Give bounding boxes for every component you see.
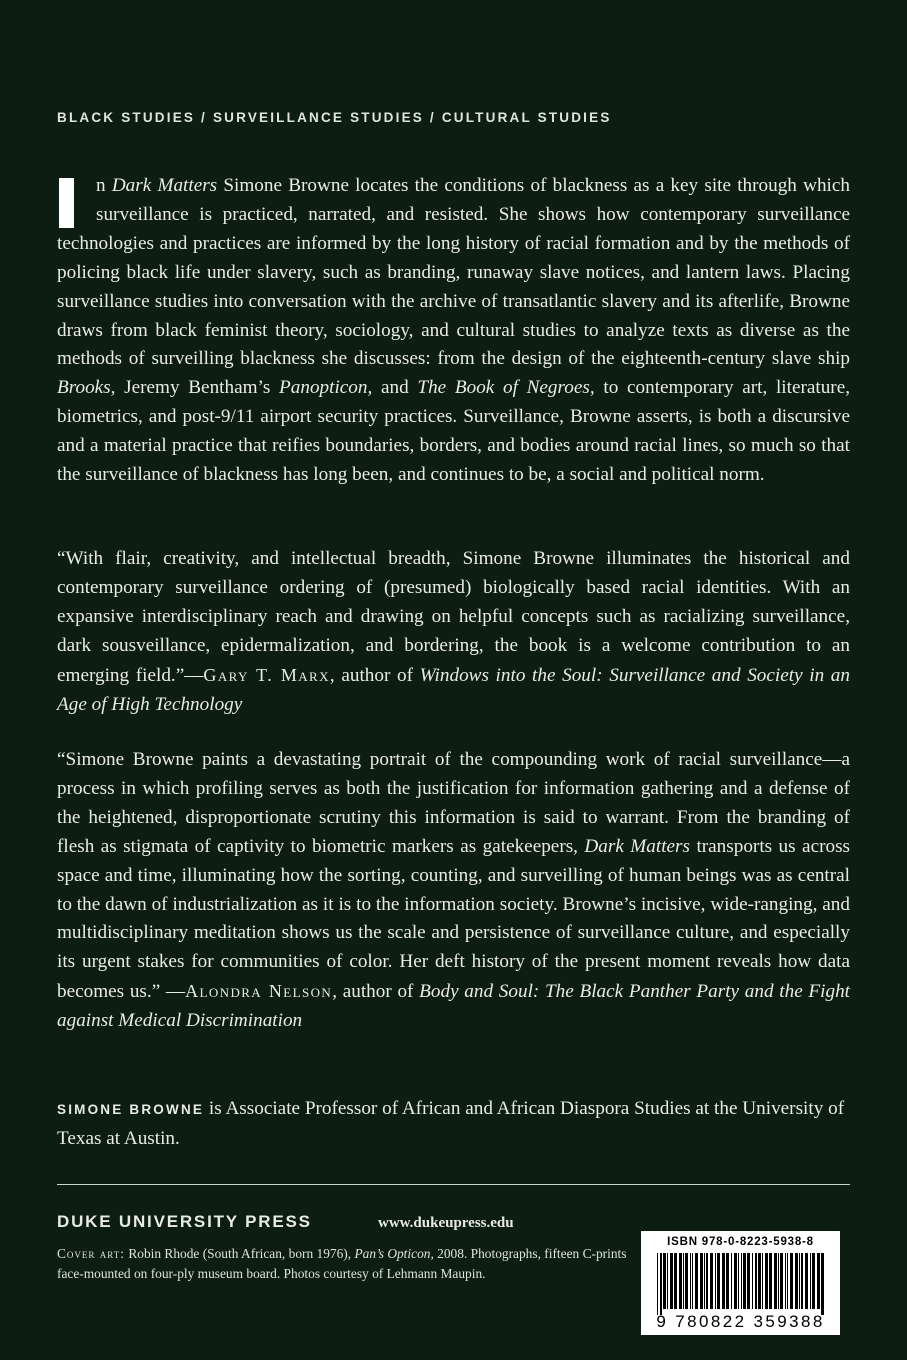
barcode-bar: [762, 1253, 763, 1309]
barcode-bar: [765, 1253, 768, 1309]
blurb-author: Alondra Nelson: [185, 981, 333, 1002]
cover-art-credit: [57, 1244, 637, 1283]
barcode-bar: [743, 1253, 746, 1309]
barcode-bar: [785, 1253, 786, 1309]
blurb-author: Gary T. Marx: [203, 664, 330, 685]
barcode-bar: [690, 1253, 691, 1309]
barcode-bar: [778, 1253, 779, 1309]
divider-rule: [57, 1184, 850, 1185]
barcode-bar: [799, 1253, 800, 1309]
barcode-bar: [663, 1253, 666, 1309]
desc-text: Simone Browne locates the conditions of blackness as a key site through which surveillance is practiced, narrated, and resisted. She shows how contemporary surveillance technologies and practices are informed by the long history of racial formation and by the methods of policing black life under slavery, such as branding, runaway slave notices, and lantern laws. Placing surveillance studies into conversation with the archive of transatlantic slavery and its afterlife, Browne draws from black feminist theory, sociology, and cultural studies to analyze texts as diverse as the methods of surveilling blackness she discusses: from the design of the eighteenth-century slave ship: [57, 175, 851, 370]
blurb-work-title: Body and Soul: The Black Panther Party and the Fight against Medical Discrimination: [57, 981, 850, 1032]
desc-text: Jeremy Bentham’s: [115, 377, 280, 399]
blurb-text: transports us across space and time, illuminating how the sorting, counting, and surveilling of human beings was as central to the dawn of industrialization as it is to the information society. Browne’s incisive, wide-ranging, and multidisciplinary meditation shows us the scale and persistence of surveillance culture, and especially its urgent stakes for communities of color. Her deft history of the present moment reveals how data becomes us.” —: [57, 835, 851, 1003]
barcode-bar: [817, 1253, 820, 1309]
barcode-bar: [774, 1253, 777, 1309]
barcode-bar: [683, 1253, 684, 1309]
barcode-bar: [795, 1253, 798, 1309]
desc-title-book-of-negroes: The Book of Negroes,: [417, 377, 595, 399]
barcode-bar: [704, 1253, 705, 1309]
barcode-bar: [790, 1253, 793, 1309]
blurb-affiliation: , author of: [329, 664, 420, 686]
isbn-barcode: [641, 1231, 840, 1335]
blurb-marx: [57, 545, 850, 719]
cover-art-label: Cover art:: [57, 1246, 125, 1261]
desc-title-dark-matters: Dark Matters: [111, 175, 218, 196]
blurb-nelson: [57, 746, 850, 1036]
author-name: SIMONE BROWNE: [57, 1102, 205, 1117]
barcode-bar: [810, 1253, 811, 1309]
desc-title-brooks: Brooks,: [57, 377, 116, 399]
barcode-bar: [726, 1253, 729, 1309]
barcode-bar: [710, 1253, 713, 1309]
cover-art-title: Pan’s Opticon,: [354, 1246, 434, 1261]
barcode-bar: [685, 1253, 688, 1309]
barcode-bar: [692, 1253, 693, 1309]
barcode-digits: 9 780822 359388: [656, 1312, 825, 1331]
barcode-bar: [758, 1253, 761, 1309]
blurb-work-title: Windows into the Soul: Surveillance and Society in an Age of High Technology: [57, 664, 850, 715]
barcode-bar: [747, 1253, 750, 1309]
blurb-affiliation: , author of: [332, 981, 420, 1003]
barcode-bar: [734, 1253, 737, 1309]
desc-text: and: [372, 377, 418, 399]
barcode-bar: [695, 1253, 698, 1309]
barcode-bar: [706, 1253, 708, 1309]
book-description: [57, 172, 850, 490]
barcode-bar: [731, 1253, 732, 1309]
barcode-bar: [674, 1253, 677, 1309]
author-bio: [57, 1095, 850, 1154]
dropcap-block: [59, 178, 74, 228]
barcode-bar: [787, 1253, 788, 1309]
barcode-bar: [801, 1253, 803, 1309]
barcode-bar: [752, 1253, 753, 1309]
cover-art-text: Robin Rhode (South African, born 1976),: [124, 1246, 355, 1261]
barcode-bar: [741, 1253, 742, 1309]
desc-text: to contemporary art, literature, biometrics, and post-9/11 airport security practices. Surveillance, Browne asserts, is both a discursive and a material practice that reifies boundaries, borders, and bodies around racial lines, so much so that the surveillance of blackness has long been, and continues to be, a social and political norm.: [57, 377, 851, 486]
barcode-bar: [700, 1253, 703, 1309]
barcode-bar: [679, 1253, 682, 1309]
barcode-bar: [821, 1253, 824, 1315]
barcode-bar: [667, 1253, 668, 1309]
barcode-bar: [660, 1253, 662, 1315]
barcode-bar: [722, 1253, 725, 1309]
blurb-text: “With flair, creativity, and intellectual breadth, Simone Browne illuminates the historical and contemporary surveillance ordering of (presumed) biologically based racial identities. With an expansive interdisciplinary reach and drawing on helpful concepts such as racializing surveillance, dark sousveillance, epidermalization, and bordering, the book is a welcome contribution to an emerging field.”—: [57, 548, 850, 686]
barcode-bar: [657, 1253, 658, 1315]
category-label: BLACK STUDIES / SURVEILLANCE STUDIES / CULTURAL STUDIES: [57, 110, 612, 125]
bio-text: is Associate Professor of African and African Diaspora Studies at the University of Texas at Austin.: [57, 1098, 845, 1149]
cover-art-text: 2008. Photographs, fifteen C-prints face-mounted on four-ply museum board. Photos courtesy of Lehmann Maupin.: [57, 1246, 627, 1281]
blurb-text: “Simone Browne paints a devastating portrait of the compounding work of racial surveillance—a process in which profiling serves as both the justification for information gathering and a defense of the heightened, disproportionate scrutiny this information is said to warrant. From the branding of flesh as stigmata of captivity to biometric markers as gatekeepers,: [57, 749, 850, 857]
publisher-name: DUKE UNIVERSITY PRESS: [57, 1212, 312, 1231]
barcode-bar: [738, 1253, 739, 1309]
blurb-book-title: Dark Matters: [584, 835, 690, 857]
barcode-bar: [805, 1253, 808, 1309]
barcode-bar: [755, 1253, 757, 1309]
barcode-bar: [780, 1253, 783, 1309]
desc-title-panopticon: Panopticon,: [279, 377, 373, 399]
publisher-url: www.dukeupress.edu: [378, 1215, 514, 1231]
barcode-bar: [717, 1253, 720, 1309]
barcode-bar: [812, 1253, 815, 1309]
isbn-label: ISBN 978-0-8223-5938-8: [667, 1236, 814, 1248]
barcode-bar: [769, 1253, 772, 1309]
desc-text: n: [96, 175, 112, 196]
barcode-bar: [670, 1253, 673, 1309]
barcode-bar: [715, 1253, 716, 1309]
